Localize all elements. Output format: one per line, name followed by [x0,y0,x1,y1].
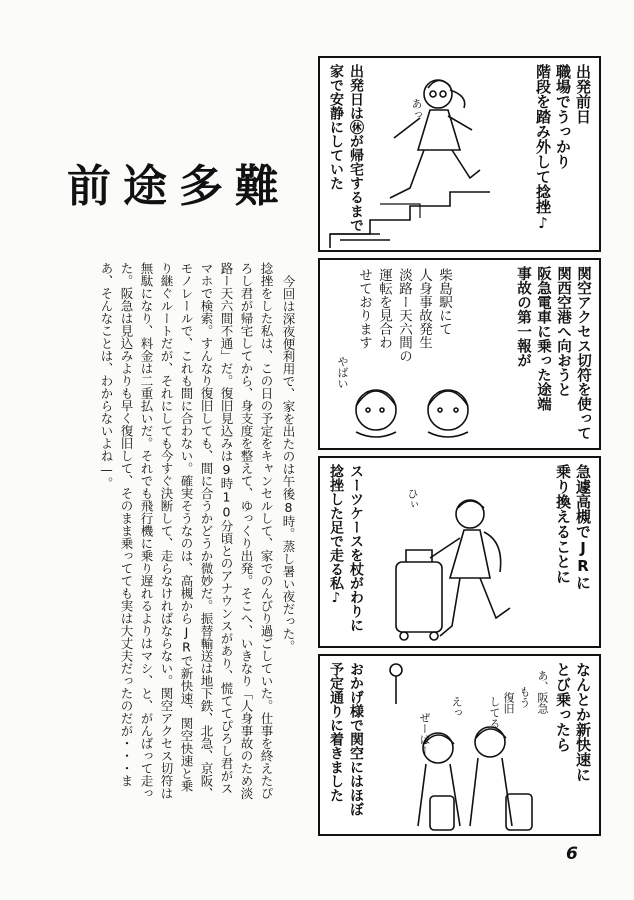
announcement-line: 柴島駅にて [436,268,452,336]
announcement-line: 人身事故発生 [416,268,432,349]
speech-text: 復旧 [502,692,515,714]
caption-line: 予定通りに着きました [328,662,344,802]
caption-line: とび乗ったら [554,662,572,752]
caption-line: 捻挫した足で走る私♪ [328,464,344,606]
caption-line: 家で安静にしていた [328,64,344,190]
caption-line: 階段を踏み外して捻挫♪ [534,64,552,232]
essay-paragraph: 今回は深夜便利用で、家を出たのは午後8時。蒸し暑い夜だった。 [281,275,296,653]
speech-text: あっ [410,98,423,120]
announcement-line: 淡路ー天六間の [396,268,412,363]
speech-text: もう [518,686,531,708]
caption-line: 乗り換えることに [554,464,572,584]
caption-line: おかげ様で関空にはほぼ [348,662,364,816]
four-panel-comic [318,56,601,836]
speech-text: やばい [336,356,349,389]
announcement-line: せております [356,268,372,349]
speech-text: ぜーはー [418,712,431,756]
comic-panel-1 [318,56,601,252]
page-number: 6 [566,844,578,864]
caption-line: 出発日は㊡が帰宅するまで [348,64,364,232]
speech-text: ひぃ [406,488,419,510]
comic-panel-2 [318,258,601,450]
caption-line: 急遽高槻でJRに [574,464,592,590]
caption-line: なんとか新快速に [574,662,592,782]
caption-line: 関空アクセス切符を使って [575,266,591,440]
caption-line: スーツケースを杖がわりに [348,464,364,632]
caption-line: 職場でうっかり [554,64,572,169]
comic-panel-4 [318,654,601,836]
essay-paragraph: 捻挫をした私は、この日の予定をキャンセルして、家でのんびり過ごしていた。仕事を終えたぴろし君が帰宅してから、身支度を整えて、ゆっくり出発。そこへ、いきなり「人身事故のため淡路ー天六間不通」だ。復旧見込みは9時10分頃とのアナウンスがあり、慌ててぴろし君がスマホで検索。すんなり復旧しても、間に合うかどうか微妙だ。振替輸送は地下鉄、北急、京阪、モノレールで、これも間に合わない。確実そうなのは、高槻からJRで新快速、関空快速と乗り継ぐルートだが、それにしても今すぐ決断して、走らなければならない。関空アクセス切符は無駄になり、料金は二重払いだ。それでも飛行機に乗り遅れるよりはマシ、と、がんばって走った。阪急は見込みよりも早く復旧して、そのまま乗ってても実は大丈夫だったのだが・・・まあ、そんなことは、わからないよね—。 [99,262,274,800]
caption-line: 関西空港へ向おうと [555,266,571,397]
caption-line: 出発前日 [574,64,592,124]
speech-text: してる [488,696,501,729]
comic-panel-3 [318,456,601,648]
caption-line: 阪急電車に乗った途端 [535,266,551,411]
essay-text [78,262,298,802]
speech-text: あ、阪急 [536,670,549,714]
announcement-line: 運転を見合わ [376,268,392,349]
caption-line: 事故の第一報が [515,266,531,368]
speech-text: えっ [450,696,463,718]
page-title: 前途多難 [67,161,291,212]
